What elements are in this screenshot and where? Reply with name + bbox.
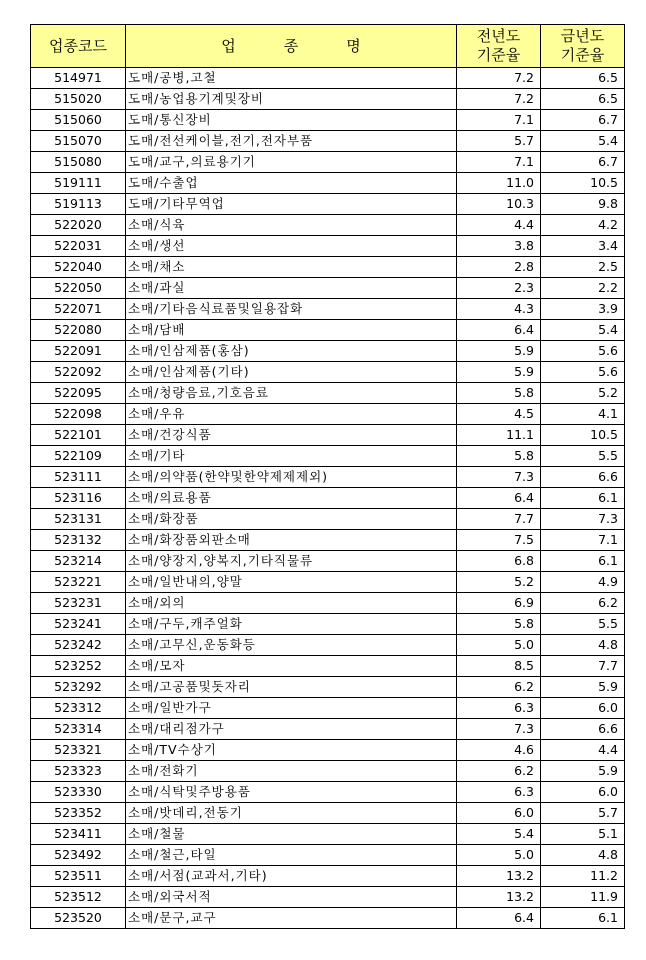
industry-name-cell: 소매/대리점가구 [126, 719, 457, 740]
industry-name-cell: 소매/식육 [126, 215, 457, 236]
table-row [31, 194, 625, 215]
prev-rate-cell: 5.7 [457, 131, 541, 152]
curr-rate-cell: 6.0 [541, 782, 625, 803]
prev-rate-cell: 5.8 [457, 446, 541, 467]
table-row [31, 572, 625, 593]
industry-name-cell: 소매/TV수상기 [126, 740, 457, 761]
curr-rate-cell: 4.1 [541, 404, 625, 425]
table-row [31, 257, 625, 278]
prev-rate-cell: 5.0 [457, 635, 541, 656]
header-row [31, 25, 625, 68]
industry-code-cell: 522050 [31, 278, 126, 299]
curr-rate-cell: 6.2 [541, 593, 625, 614]
table-row [31, 824, 625, 845]
curr-rate-cell: 5.6 [541, 362, 625, 383]
industry-name-cell: 소매/일반내의,양말 [126, 572, 457, 593]
industry-name-cell: 소매/외의 [126, 593, 457, 614]
table-row [31, 866, 625, 887]
curr-rate-cell: 4.4 [541, 740, 625, 761]
header-code: 업종코드 [31, 25, 126, 68]
industry-name-cell: 소매/화장품 [126, 509, 457, 530]
prev-rate-cell: 7.2 [457, 68, 541, 89]
curr-rate-cell: 5.9 [541, 677, 625, 698]
industry-code-cell: 523314 [31, 719, 126, 740]
table-row [31, 299, 625, 320]
industry-code-cell: 523241 [31, 614, 126, 635]
prev-rate-cell: 7.3 [457, 719, 541, 740]
table-row [31, 278, 625, 299]
industry-name-cell: 소매/의약품(한약및한약제제제외) [126, 467, 457, 488]
curr-rate-cell: 3.4 [541, 236, 625, 257]
industry-name-cell: 도매/전선케이블,전기,전자부품 [126, 131, 457, 152]
industry-name-cell: 소매/일반가구 [126, 698, 457, 719]
industry-name-cell: 소매/문구,교구 [126, 908, 457, 929]
table-row [31, 341, 625, 362]
prev-rate-cell: 7.5 [457, 530, 541, 551]
industry-name-cell: 소매/기타 [126, 446, 457, 467]
curr-rate-cell: 5.7 [541, 803, 625, 824]
table-row [31, 908, 625, 929]
prev-rate-cell: 4.5 [457, 404, 541, 425]
industry-code-cell: 523116 [31, 488, 126, 509]
industry-code-cell: 522109 [31, 446, 126, 467]
prev-rate-cell: 3.8 [457, 236, 541, 257]
industry-name-cell: 소매/양장지,양복지,기타직물류 [126, 551, 457, 572]
curr-rate-cell: 6.7 [541, 152, 625, 173]
prev-rate-cell: 7.3 [457, 467, 541, 488]
industry-code-cell: 523321 [31, 740, 126, 761]
prev-rate-cell: 6.0 [457, 803, 541, 824]
table-row [31, 488, 625, 509]
industry-code-cell: 523323 [31, 761, 126, 782]
industry-code-cell: 523511 [31, 866, 126, 887]
industry-name-cell: 도매/기타무역업 [126, 194, 457, 215]
industry-code-cell: 522040 [31, 257, 126, 278]
table-row [31, 656, 625, 677]
table-row [31, 173, 625, 194]
prev-rate-cell: 6.2 [457, 761, 541, 782]
table-row [31, 698, 625, 719]
curr-rate-cell: 5.4 [541, 320, 625, 341]
industry-code-cell: 523231 [31, 593, 126, 614]
table-row [31, 845, 625, 866]
curr-rate-cell: 7.3 [541, 509, 625, 530]
prev-rate-cell: 2.8 [457, 257, 541, 278]
prev-rate-cell: 5.9 [457, 362, 541, 383]
industry-code-cell: 515080 [31, 152, 126, 173]
industry-code-cell: 523132 [31, 530, 126, 551]
industry-code-cell: 522020 [31, 215, 126, 236]
table-row [31, 614, 625, 635]
industry-name-cell: 소매/청량음료,기호음료 [126, 383, 457, 404]
industry-code-cell: 523292 [31, 677, 126, 698]
industry-name-cell: 소매/과실 [126, 278, 457, 299]
curr-rate-cell: 5.9 [541, 761, 625, 782]
industry-name-cell: 소매/생선 [126, 236, 457, 257]
prev-rate-cell: 13.2 [457, 887, 541, 908]
curr-rate-cell: 5.4 [541, 131, 625, 152]
header-name-part-3: 명 [346, 36, 361, 55]
industry-name-cell: 도매/통신장비 [126, 110, 457, 131]
curr-rate-cell: 6.6 [541, 467, 625, 488]
curr-rate-cell: 6.5 [541, 68, 625, 89]
industry-code-cell: 522071 [31, 299, 126, 320]
industry-name-cell: 소매/담배 [126, 320, 457, 341]
table-row [31, 509, 625, 530]
industry-code-cell: 515020 [31, 89, 126, 110]
table-row [31, 236, 625, 257]
curr-rate-cell: 5.5 [541, 446, 625, 467]
prev-rate-cell: 11.0 [457, 173, 541, 194]
curr-rate-cell: 5.1 [541, 824, 625, 845]
prev-rate-cell: 10.3 [457, 194, 541, 215]
curr-rate-cell: 5.6 [541, 341, 625, 362]
industry-name-cell: 소매/전화기 [126, 761, 457, 782]
table-row [31, 677, 625, 698]
industry-name-cell: 소매/고공품및돗자리 [126, 677, 457, 698]
table-row [31, 593, 625, 614]
table-row [31, 320, 625, 341]
prev-rate-cell: 8.5 [457, 656, 541, 677]
industry-name-cell: 도매/수출업 [126, 173, 457, 194]
industry-code-cell: 522031 [31, 236, 126, 257]
industry-code-cell: 523131 [31, 509, 126, 530]
curr-rate-cell: 6.0 [541, 698, 625, 719]
prev-rate-cell: 6.4 [457, 320, 541, 341]
prev-rate-cell: 5.8 [457, 383, 541, 404]
curr-rate-cell: 7.7 [541, 656, 625, 677]
industry-name-cell: 도매/공병,고철 [126, 68, 457, 89]
prev-rate-cell: 11.1 [457, 425, 541, 446]
prev-rate-cell: 5.9 [457, 341, 541, 362]
curr-rate-cell: 4.9 [541, 572, 625, 593]
industry-name-cell: 소매/외국서적 [126, 887, 457, 908]
curr-rate-cell: 4.8 [541, 845, 625, 866]
industry-name-cell: 소매/우유 [126, 404, 457, 425]
curr-rate-cell: 10.5 [541, 425, 625, 446]
industry-name-cell: 소매/서점(교과서,기타) [126, 866, 457, 887]
prev-rate-cell: 5.2 [457, 572, 541, 593]
industry-name-cell: 소매/고무신,운동화등 [126, 635, 457, 656]
curr-rate-cell: 3.9 [541, 299, 625, 320]
industry-code-cell: 522091 [31, 341, 126, 362]
industry-name-cell: 소매/기타음식료품및일용잡화 [126, 299, 457, 320]
prev-rate-cell: 6.3 [457, 782, 541, 803]
curr-rate-cell: 11.2 [541, 866, 625, 887]
header-prev-line2: 기준율 [476, 46, 521, 64]
industry-code-cell: 523111 [31, 467, 126, 488]
prev-rate-cell: 6.2 [457, 677, 541, 698]
table-row [31, 425, 625, 446]
table-row [31, 89, 625, 110]
table-row [31, 68, 625, 89]
curr-rate-cell: 2.2 [541, 278, 625, 299]
industry-code-cell: 523242 [31, 635, 126, 656]
prev-rate-cell: 6.4 [457, 908, 541, 929]
industry-name-cell: 소매/인삼제품(홍삼) [126, 341, 457, 362]
industry-code-cell: 523330 [31, 782, 126, 803]
industry-name-cell: 소매/채소 [126, 257, 457, 278]
header-prev-line1: 전년도 [476, 27, 521, 45]
table-row [31, 215, 625, 236]
prev-rate-cell: 7.1 [457, 152, 541, 173]
curr-rate-cell: 6.7 [541, 110, 625, 131]
curr-rate-cell: 10.5 [541, 173, 625, 194]
table-row [31, 887, 625, 908]
curr-rate-cell: 5.2 [541, 383, 625, 404]
prev-rate-cell: 7.1 [457, 110, 541, 131]
curr-rate-cell: 4.8 [541, 635, 625, 656]
industry-name-cell: 소매/철물 [126, 824, 457, 845]
curr-rate-cell: 11.9 [541, 887, 625, 908]
header-name [126, 25, 457, 68]
industry-name-cell: 소매/인삼제품(기타) [126, 362, 457, 383]
prev-rate-cell: 5.4 [457, 824, 541, 845]
industry-code-cell: 522080 [31, 320, 126, 341]
industry-name-cell: 소매/건강식품 [126, 425, 457, 446]
table-row [31, 467, 625, 488]
industry-code-cell: 523512 [31, 887, 126, 908]
industry-code-cell: 523312 [31, 698, 126, 719]
prev-rate-cell: 6.3 [457, 698, 541, 719]
curr-rate-cell: 6.6 [541, 719, 625, 740]
table-row [31, 110, 625, 131]
curr-rate-cell: 4.2 [541, 215, 625, 236]
industry-code-cell: 522098 [31, 404, 126, 425]
table-row [31, 719, 625, 740]
prev-rate-cell: 6.4 [457, 488, 541, 509]
header-curr-rate [541, 25, 625, 68]
industry-code-cell: 523352 [31, 803, 126, 824]
curr-rate-cell: 6.1 [541, 488, 625, 509]
curr-rate-cell: 7.1 [541, 530, 625, 551]
prev-rate-cell: 4.4 [457, 215, 541, 236]
industry-name-cell: 소매/화장품외판소매 [126, 530, 457, 551]
prev-rate-cell: 7.7 [457, 509, 541, 530]
industry-name-cell: 도매/농업용기계및장비 [126, 89, 457, 110]
industry-code-cell: 523252 [31, 656, 126, 677]
industry-name-cell: 소매/의료용품 [126, 488, 457, 509]
table-row [31, 383, 625, 404]
curr-rate-cell: 6.1 [541, 551, 625, 572]
header-prev-rate [457, 25, 541, 68]
header-curr-line2: 기준율 [560, 46, 605, 64]
industry-code-cell: 514971 [31, 68, 126, 89]
prev-rate-cell: 4.6 [457, 740, 541, 761]
industry-code-cell: 522095 [31, 383, 126, 404]
industry-name-cell: 소매/밧데리,전동기 [126, 803, 457, 824]
industry-name-cell: 소매/구두,캐주얼화 [126, 614, 457, 635]
industry-code-cell: 523492 [31, 845, 126, 866]
industry-code-cell: 515070 [31, 131, 126, 152]
industry-code-cell: 523214 [31, 551, 126, 572]
table-row [31, 551, 625, 572]
curr-rate-cell: 6.5 [541, 89, 625, 110]
table-body [31, 68, 625, 929]
industry-name-cell: 도매/교구,의료용기기 [126, 152, 457, 173]
table-row [31, 635, 625, 656]
table-row [31, 782, 625, 803]
table-row [31, 131, 625, 152]
prev-rate-cell: 6.9 [457, 593, 541, 614]
industry-name-cell: 소매/모자 [126, 656, 457, 677]
curr-rate-cell: 9.8 [541, 194, 625, 215]
prev-rate-cell: 4.3 [457, 299, 541, 320]
curr-rate-cell: 2.5 [541, 257, 625, 278]
industry-name-cell: 소매/식탁및주방용품 [126, 782, 457, 803]
industry-code-cell: 522101 [31, 425, 126, 446]
table-row [31, 803, 625, 824]
industry-code-cell: 515060 [31, 110, 126, 131]
prev-rate-cell: 13.2 [457, 866, 541, 887]
industry-code-cell: 523520 [31, 908, 126, 929]
curr-rate-cell: 5.5 [541, 614, 625, 635]
industry-code-cell: 522092 [31, 362, 126, 383]
prev-rate-cell: 5.0 [457, 845, 541, 866]
industry-code-cell: 519111 [31, 173, 126, 194]
industry-name-cell: 소매/철근,타일 [126, 845, 457, 866]
header-curr-line1: 금년도 [560, 27, 605, 45]
industry-code-cell: 519113 [31, 194, 126, 215]
table-row [31, 740, 625, 761]
table-row [31, 152, 625, 173]
prev-rate-cell: 2.3 [457, 278, 541, 299]
table-row [31, 404, 625, 425]
curr-rate-cell: 6.1 [541, 908, 625, 929]
table-row [31, 761, 625, 782]
header-name-part-1: 업 [221, 36, 236, 55]
header-name-part-2: 종 [283, 36, 299, 55]
rate-table [30, 24, 625, 929]
industry-code-cell: 523221 [31, 572, 126, 593]
prev-rate-cell: 7.2 [457, 89, 541, 110]
table-row [31, 446, 625, 467]
table-row [31, 362, 625, 383]
industry-code-cell: 523411 [31, 824, 126, 845]
table-row [31, 530, 625, 551]
prev-rate-cell: 6.8 [457, 551, 541, 572]
prev-rate-cell: 5.8 [457, 614, 541, 635]
